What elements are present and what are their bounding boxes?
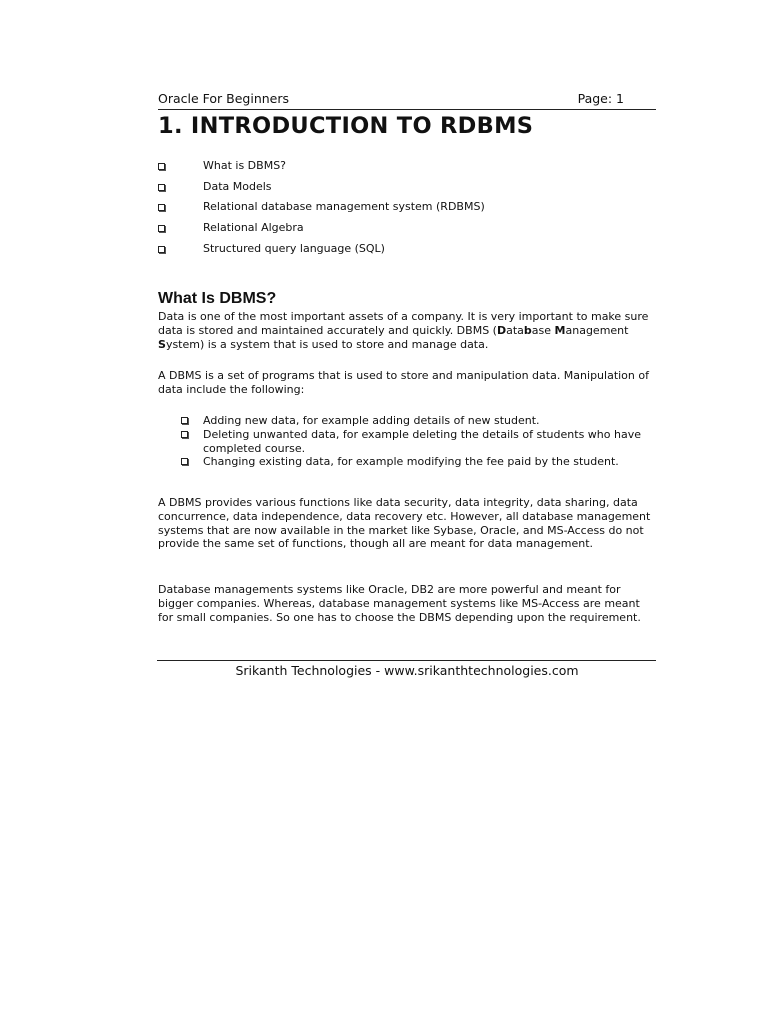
square-bullet-icon xyxy=(181,431,188,438)
square-bullet-icon xyxy=(158,204,165,211)
manipulation-list xyxy=(181,414,661,469)
square-bullet-icon xyxy=(181,417,188,424)
document-page: Oracle For Beginners Page: 1 1. INTRODUCTION TO RDBMS What is DBMS? Data Models Relational database management system (RDBMS) Relational Algebra Structured query language (SQL) What Is DBMS? Data is one of the most important assets of a company. It is very important to make sure data is stored and maintained accurately and quickly. DBMS (Database Management System) is a system that is used to store and manage data. A DBMS is a set of programs that is used to store and manipulation data. Manipulation of data include the following: Adding new data, for example adding details of new student. Deleting unwanted data, for example deleting the details of students who have completed course. Changing existing data, for example modifying the fee paid by the student. A DBMS provides various functions like data security, data integrity, data sharing, data concurrence, data independence, data recovery etc. However, all database management systems that are now available in the market like Sybase, Oracle, and MS-Access do not provide the same set of functions, though all are meant for data management. Database managements systems like Oracle, DB2 are more powerful and meant for bigger companies. Whereas, database management systems like MS-Access are meant for small companies. So one has to choose the DBMS depending upon the requirement. Srikanth Technologies - www.srikanthtechnologies.com xyxy=(0,0,768,1024)
paragraph-dbms-definition: Data is one of the most important assets of a company. It is very important to make sure data is stored and maintained accurately and quickly. DBMS (Database Management System) is a system that is used to store and manage data. xyxy=(158,310,649,351)
list-item: Adding new data, for example adding details of new student. xyxy=(181,414,661,428)
header-book-title: Oracle For Beginners xyxy=(158,91,290,106)
header-divider xyxy=(158,109,656,110)
page-header xyxy=(158,91,656,109)
square-bullet-icon xyxy=(158,246,165,253)
paragraph-dbms-comparison: Database managements systems like Oracle, DB2 are more powerful and meant for bigger companies. Whereas, database management systems like MS-Access are meant for small companies. So one has to choose the DBMS depending upon the requirement. xyxy=(158,583,641,624)
page-footer: Srikanth Technologies - www.srikanthtechnologies.com xyxy=(235,663,579,678)
chapter-title: 1. INTRODUCTION TO RDBMS xyxy=(158,113,534,139)
list-item: Deleting unwanted data, for example deleting the details of students who have completed course. xyxy=(181,428,661,456)
square-bullet-icon xyxy=(158,184,165,191)
section-heading: What Is DBMS? xyxy=(158,290,277,307)
square-bullet-icon xyxy=(158,163,165,170)
square-bullet-icon xyxy=(181,458,188,465)
header-page-number: Page: 1 xyxy=(577,91,624,106)
paragraph-dbms-functions: A DBMS provides various functions like data security, data integrity, data sharing, data concurrence, data independence, data recovery etc. However, all database management systems that are now available in the market like Sybase, Oracle, and MS-Access do not provide the same set of functions, though all are meant for data management. xyxy=(158,496,651,551)
square-bullet-icon xyxy=(158,225,165,232)
list-item: Changing existing data, for example modifying the fee paid by the student. xyxy=(181,455,661,469)
paragraph-dbms-programs: A DBMS is a set of programs that is used to store and manipulation data. Manipulation of data include the following: xyxy=(158,369,649,396)
footer-divider xyxy=(157,660,656,661)
